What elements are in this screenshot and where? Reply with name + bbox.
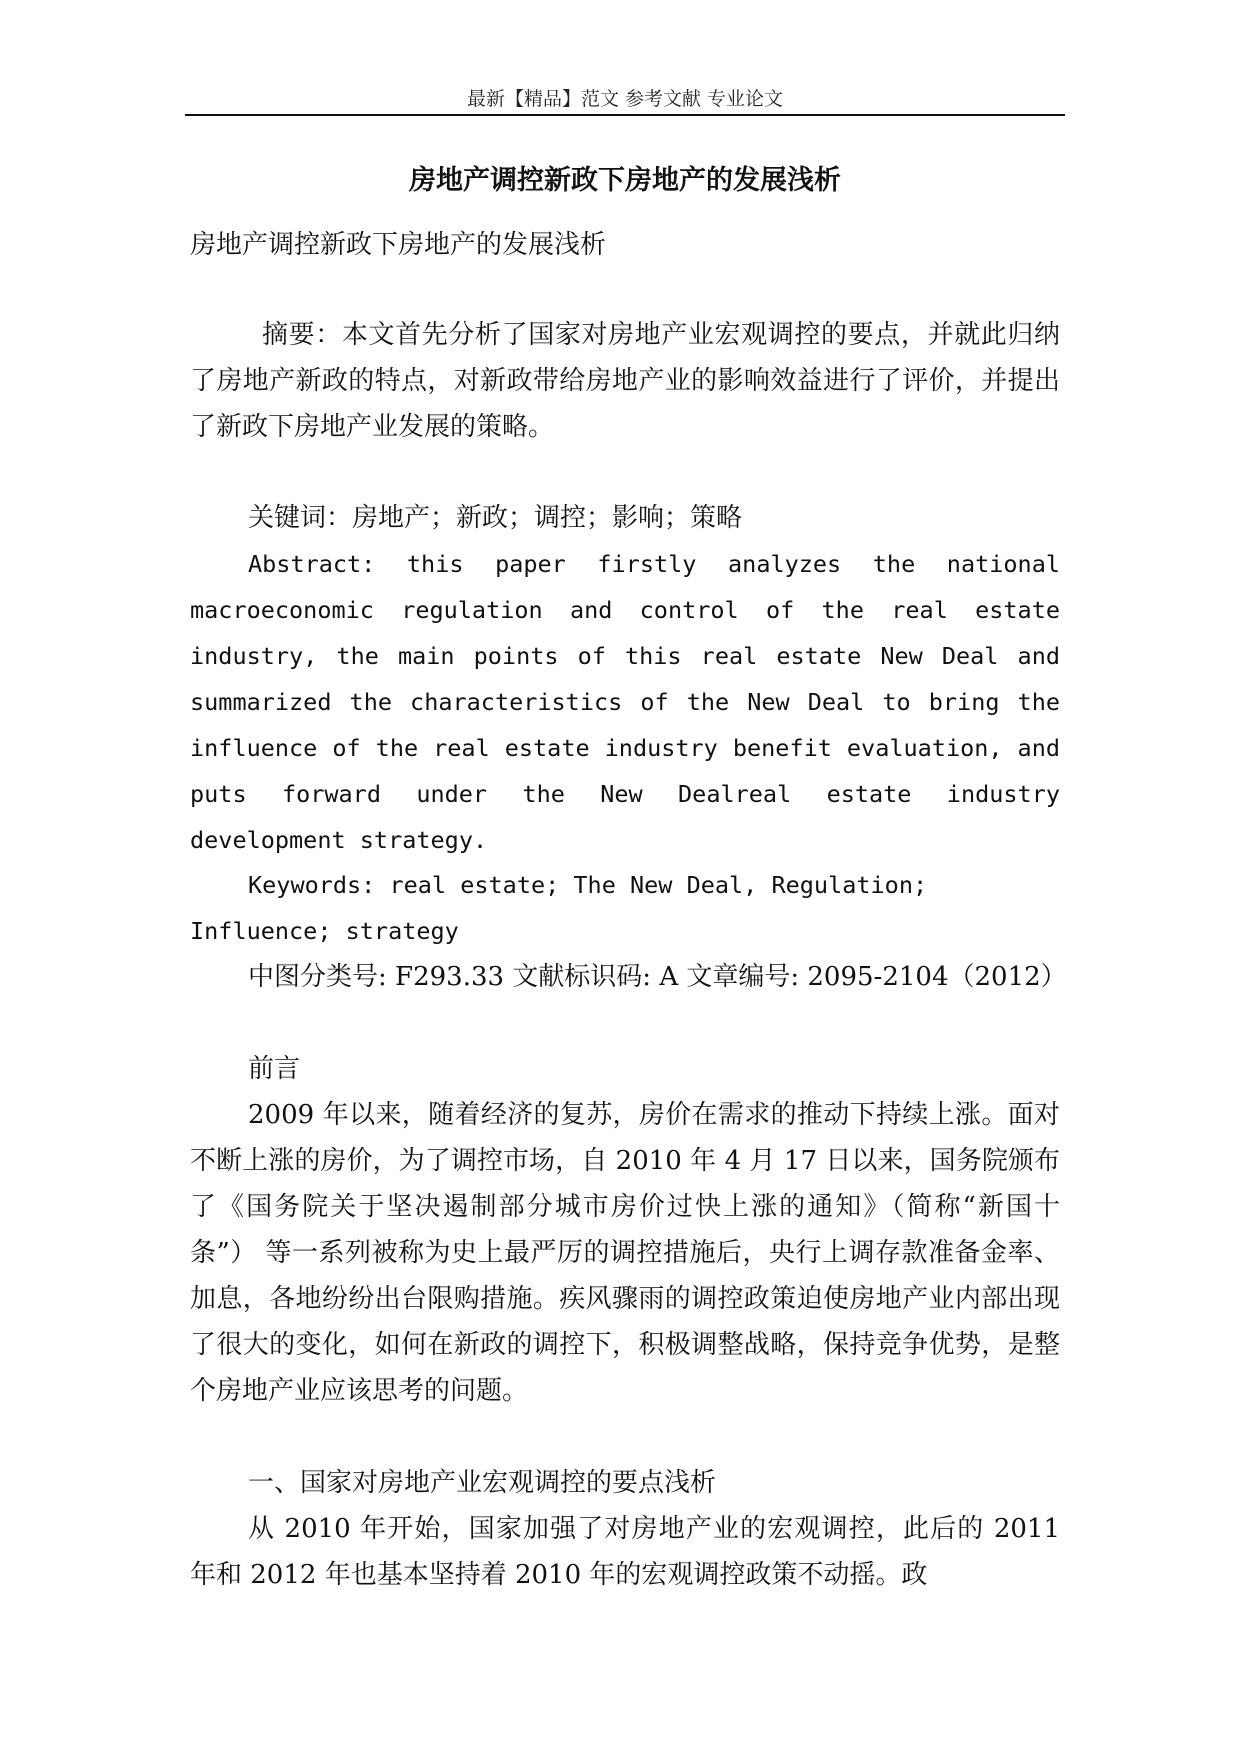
header-divider bbox=[185, 114, 1065, 116]
keywords-chinese: 关键词：房地产；新政；调控；影响；策略 bbox=[248, 503, 743, 533]
intro-paragraph: 2009 年以来，随着经济的复苏，房价在需求的推动下持续上涨。面对不断上涨的房价，为了调控市场，自 2010 年 4 月 17 日以来，国务院颁布了《国务院关于坚决遏制部分城市房价过快上涨的通知》（简称“新国十条”） 等一系列被称为史上最严厉的调控措施后，央行上调存款准备金率、加息，各地纷纷出台限购措施。疾风骤雨的调控政策迫使房地产业内部出现了很大的变化，如何在新政的调控下，积极调整战略，保持竞争优势，是整个房地产业应该思考的问题。 bbox=[190, 1100, 1060, 1406]
keywords-english: Keywords: real estate; The New Deal, Regulation; Influence; strategy bbox=[190, 871, 928, 945]
document-title: 房地产调控新政下房地产的发展浅析 bbox=[409, 165, 841, 196]
intro-heading: 前言 bbox=[248, 1054, 301, 1084]
section-1-paragraph: 从 2010 年开始，国家加强了对房地产业的宏观调控，此后的 2011 年和 2012 年也基本坚持着 2010 年的宏观调控政策不动摇。政 bbox=[190, 1514, 1060, 1590]
document-subtitle: 房地产调控新政下房地产的发展浅析 bbox=[190, 230, 607, 260]
abstract-chinese: 摘要：本文首先分析了国家对房地产业宏观调控的要点，并就此归纳了房地产新政的特点，对新政带给房地产业的影响效益进行了评价，并提出了新政下房地产业发展的策略。 bbox=[190, 320, 1060, 442]
section-1-heading: 一、国家对房地产业宏观调控的要点浅析 bbox=[248, 1468, 717, 1498]
abstract-english: Abstract: this paper firstly analyzes the national macroeconomic regulation and control of the real estate industry, the main points of this real estate New Deal and summarized the characteristics of the New Deal to bring the influence of the real estate industry benefit evaluation, and puts forward under the New Dealreal estate industry development strategy. bbox=[190, 550, 1060, 854]
page-header: 最新【精品】范文 参考文献 专业论文 bbox=[466, 88, 784, 110]
classification-line: 中图分类号: F293.33 文献标识码: A 文章编号: 2095-2104（2012） bbox=[248, 962, 1067, 992]
